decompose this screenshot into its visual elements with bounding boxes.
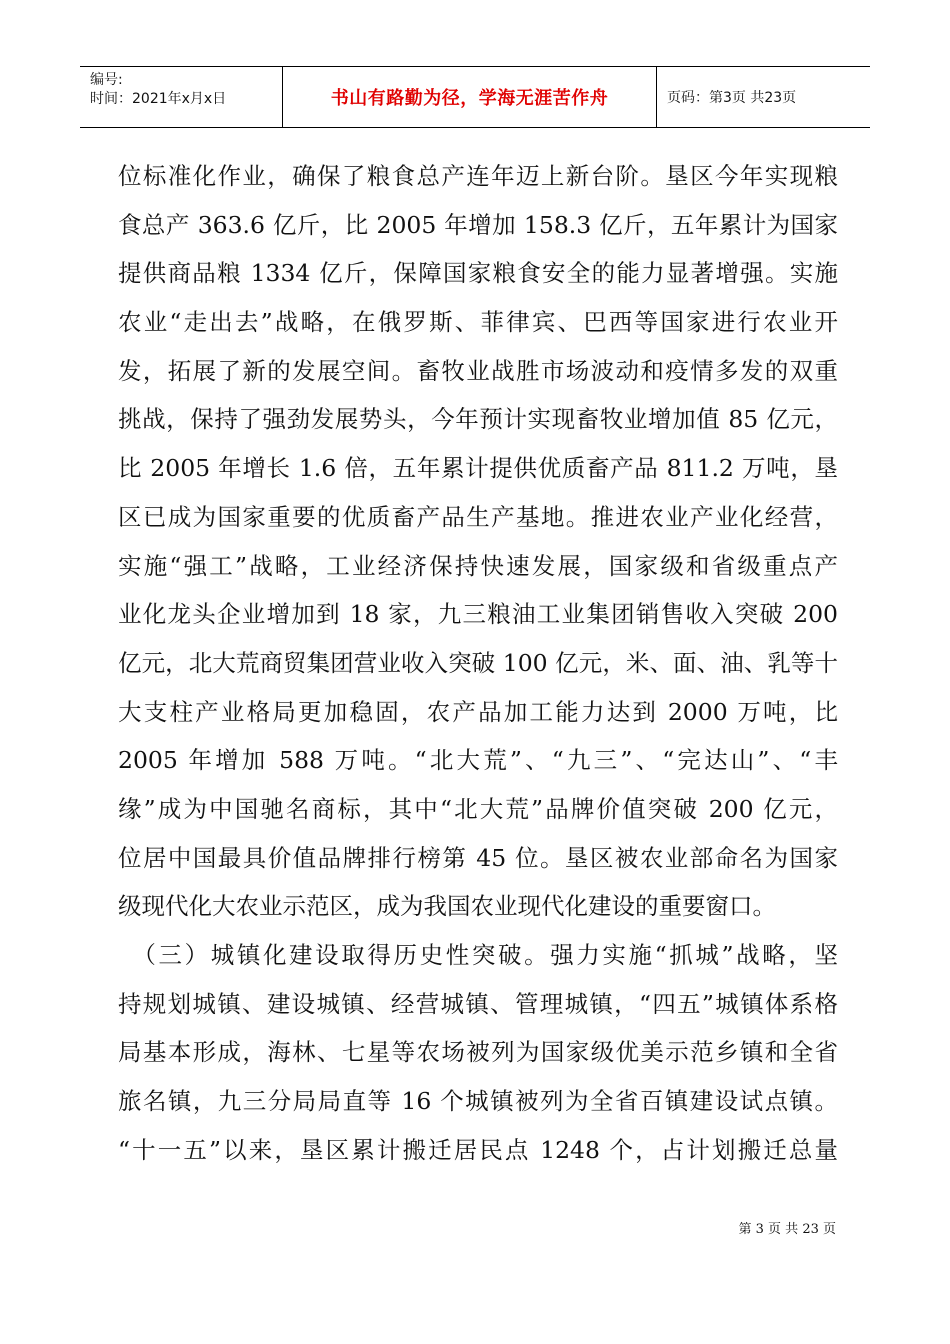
body-line: 持规划城镇、建设城镇、经营城镇、管理城镇，“四五”城镇体系格 [118, 989, 838, 1018]
body-line: 2005 年增加 588 万吨。“北大荒”、“九三”、“完达山”、“丰 [118, 746, 838, 775]
body-line: 比 2005 年增长 1.6 倍，五年累计提供优质畜产品 811.2 万吨，垦 [118, 454, 838, 483]
header-page-info: 页码：第3页 共23页 [667, 90, 797, 106]
body-line: （三）城镇化建设取得历史性突破。强力实施“抓城”战略，坚 [118, 941, 838, 969]
body-line: 缘”成为中国驰名商标，其中“北大荒”品牌价值突破 200 亿元， [118, 794, 838, 823]
body-line: 局基本形成，海林、七星等农场被列为国家级优美示范乡镇和全省 [118, 1038, 838, 1067]
body-line: 位标准化作业，确保了粮食总产连年迈上新台阶。垦区今年实现粮 [118, 162, 838, 190]
document-date-label: 时间：2021年x月x日 [90, 91, 227, 107]
body-line: 业化龙头企业增加到 18 家，九三粮油工业集团销售收入突破 200 [118, 600, 838, 629]
body-line: 旅名镇，九三分局局直等 16 个城镇被列为全省百镇建设试点镇。 [118, 1087, 838, 1116]
header-meta [80, 67, 283, 127]
header-motto: 书山有路勤为径，学海无涯苦作舟 [283, 67, 657, 127]
body-line: 农业“走出去”战略，在俄罗斯、菲律宾、巴西等国家进行农业开 [118, 308, 838, 337]
body-line: 区已成为国家重要的优质畜产品生产基地。推进农业产业化经营， [118, 502, 838, 531]
body-line: 发，拓展了新的发展空间。畜牧业战胜市场波动和疫情多发的双重 [118, 356, 838, 385]
body-line: 提供商品粮 1334 亿斤，保障国家粮食安全的能力显著增强。实施 [118, 259, 838, 288]
body-line: 位居中国最具价值品牌排行榜第 45 位。垦区被农业部命名为国家 [118, 843, 838, 872]
document-number-label: 编号: [90, 72, 123, 88]
body-line: 大支柱产业格局更加稳固，农产品加工能力达到 2000 万吨，比 [118, 697, 838, 726]
body-line: 级现代化大农业示范区，成为我国农业现代化建设的重要窗口。 [118, 892, 776, 921]
document-body [118, 152, 838, 1174]
body-line: 实施“强工”战略，工业经济保持快速发展，国家级和省级重点产 [118, 551, 838, 580]
body-line: “十一五”以来，垦区累计搬迁居民点 1248 个，占计划搬迁总量 [118, 1135, 838, 1164]
page-header [80, 66, 870, 128]
body-line: 亿元，北大荒商贸集团营业收入突破 100 亿元，米、面、油、乳等十 [118, 648, 838, 677]
body-line: 挑战，保持了强劲发展势头，今年预计实现畜牧业增加值 85 亿元， [118, 405, 838, 434]
page-footer: 第 3 页 共 23 页 [738, 1222, 836, 1237]
body-line: 食总产 363.6 亿斤，比 2005 年增加 158.3 亿斤，五年累计为国家 [118, 210, 838, 239]
